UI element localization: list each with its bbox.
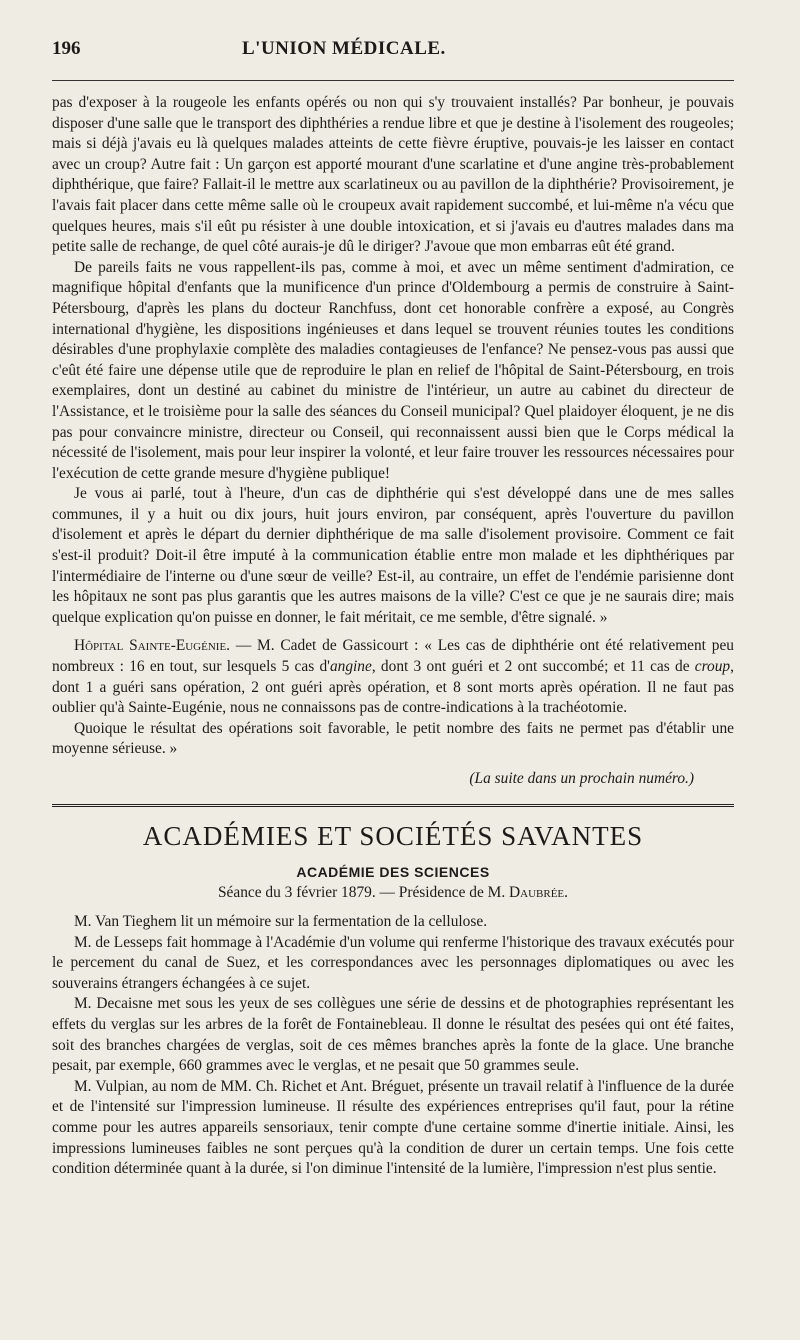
section-title: ACADÉMIES ET SOCIÉTÉS SAVANTES	[142, 821, 644, 851]
academy-body	[52, 912, 734, 1180]
p4-text-c: , dont 1 a guéri sans opération, 2 ont guéri après opération, et 8 sont morts après opération. Il ne faut pas oublier qu'à Sainte-Eugénie, nous ne connaissons pas de contre-indications à la trachéotomie.	[52, 658, 734, 717]
section-subtitle: ACADÉMIE DES SCIENCES	[296, 864, 490, 880]
session-prefix: Séance du 3 février 1879. — Présidence de M.	[217, 884, 510, 901]
session-suffix: .	[564, 884, 569, 901]
academy-paragraph-3: M. Decaisne met sous les yeux de ses collègues une série de dessins et de photographies représentant les effets du verglas sur les arbres de la forêt de Fontainebleau. Il donne le résultat des pesées qui ont été faites, soit des branches chargées de verglas, soit de ces mêmes branches après la fonte de la glace. Une branche pesait, par exemple, 660 grammes avec le verglas, et ne pesait que 50 grammes seule.	[52, 995, 734, 1075]
article-paragraph-2: De pareils faits ne vous rappellent-ils pas, comme à moi, et avec un même sentiment d'admiration, ce magnifique hôpital d'enfants que la munificence d'un prince d'Oldembourg a permis de construire à Saint-Pétersbourg, d'après les plans du docteur Ranchfuss, dont cet honorable confrère a exposé, au Congrès international d'hygiène, les dispositions ingénieuses et dans lequel se trouvent réunies toutes les conditions désirables d'une prophylaxie complète des maladies contagieuses de l'enfance? Ne pensez-vous pas aussi que c'eût été faire une dépense utile que de reproduire le plan en relief de l'hôpital de Saint-Pétersbourg, en trois exemplaires, dont un destiné au cabinet du ministre de l'intérieur, un autre au cabinet du directeur de l'Assistance, et le troisième pour la salle des séances du Conseil municipal? Quel plaidoyer éloquent, je ne dis pas pour convaincre ministre, directeur ou Conseil, qui reconnaissent aussi bien que le Corps médical la nécessité de l'isolement, mais pour leur inspirer la volonté, et leur faire trouver les ressources nécessaires pour l'exécution de cette grande mesure d'hygiène publique!	[52, 258, 734, 482]
hospital-label: Hôpital Sainte-Eugénie.	[74, 637, 231, 655]
academy-paragraph-4: M. Vulpian, au nom de MM. Ch. Richet et Ant. Bréguet, présente un travail relatif à l'influence de la durée et de l'intensité sur l'impression lumineuse. Il résulte des expériences entreprises qu'il faut, pour la rétine comme pour les autres appareils sensoriaux, tenir compte d'une certaine somme d'inertie initiale. Ainsi, les impressions lumineuses faibles ne sont perçues qu'à la condition de durer un certain temps. Une fois cette condition déterminée quant à la durée, si l'on diminue l'intensité de la lumière, l'impression n'est plus sentie.	[52, 1077, 734, 1178]
page-header	[52, 38, 734, 70]
article-paragraph-3: Je vous ai parlé, tout à l'heure, d'un cas de diphthérie qui s'est développé dans une de mes salles communes, il y a huit ou dix jours, huit jours environ, par conséquent, après l'ouverture du pavillon d'isolement et après le départ du dernier diphthérique de ma salle d'isolement provisoire. Comment ce fait s'est-il produit? Doit-il être imputé à la communication établie entre mon malade et les diphthériques par l'intermédiaire de l'interne ou d'une sœur de veille? Est-il, au contraire, un effet de l'endémie parisienne dont les hôpitaux ne sont pas plus garantis que les autres maisons de la ville? C'est ce que je ne saurais dire; mais quelque explication qu'on puisse en donner, le fait méritait, ce me semble, d'être signalé. »	[52, 485, 734, 626]
page-number: 196	[52, 38, 81, 59]
header-rule	[52, 80, 734, 81]
section-divider	[52, 804, 734, 807]
article-paragraph-1: pas d'exposer à la rougeole les enfants opérés ou non qui s'y trouvaient installés? Par bonheur, je pouvais disposer d'une salle que le transport des diphthéries a rendue libre et que je destine à l'isolement des rougeoles; mais si déjà j'avais eu là quelques malades atteints de cette fièvre éruptive, pouvais-je les laisser en contact avec un croup? Autre fait : Un garçon est apporté mourant d'une scarlatine et d'une angine très-probablement diphthérique, que faire? Fallait-il le mettre aux scarlatineux ou au pavillon de la diphthérie? Provisoirement, je l'avais fait placer dans cette même salle où le croupeux avait rapidement succombé, et lui-même n'a vécu que quelques heures, mais s'il eût pu résister à une double intoxication, et si j'avais eu d'autres malades dans ma petite salle de rechange, de quel côté aurais-je dû le diriger? J'avoue que mon embarras eût été grand.	[52, 94, 734, 256]
p4-croup: croup	[694, 658, 731, 676]
academy-paragraph-2: M. de Lesseps fait hommage à l'Académie d'un volume qui renferme l'historique des travaux exécutés pour le percement du canal de Suez, et les correspondances avec les personnages diplomatiques ou avec les souverains étrangers échangées à ce sujet.	[52, 933, 734, 992]
president-name: Daubrée	[509, 884, 565, 901]
paragraph-gap	[52, 628, 734, 636]
p4-angine: angine	[329, 658, 372, 676]
running-title: L'UNION MÉDICALE.	[242, 38, 446, 59]
p4-text-b: , dont 3 ont guéri et 2 ont succombé; et 11 cas de	[371, 658, 695, 676]
article-paragraph-4	[52, 636, 734, 718]
continuation-note: (La suite dans un prochain numéro.)	[469, 770, 694, 787]
academy-paragraph-1: M. Van Tieghem lit un mémoire sur la fermentation de la cellulose.	[74, 913, 488, 930]
article-body	[52, 93, 734, 760]
article-paragraph-5: Quoique le résultat des opérations soit favorable, le petit nombre des faits ne permet pas d'établir une moyenne sérieuse. »	[52, 719, 734, 758]
session-line	[52, 884, 734, 902]
p4-text-a: — M. Cadet de Gassicourt : « Les cas de diphthérie ont été relativement peu nombreux : 16 en tout, sur lesquels 5 cas d'	[52, 637, 735, 676]
